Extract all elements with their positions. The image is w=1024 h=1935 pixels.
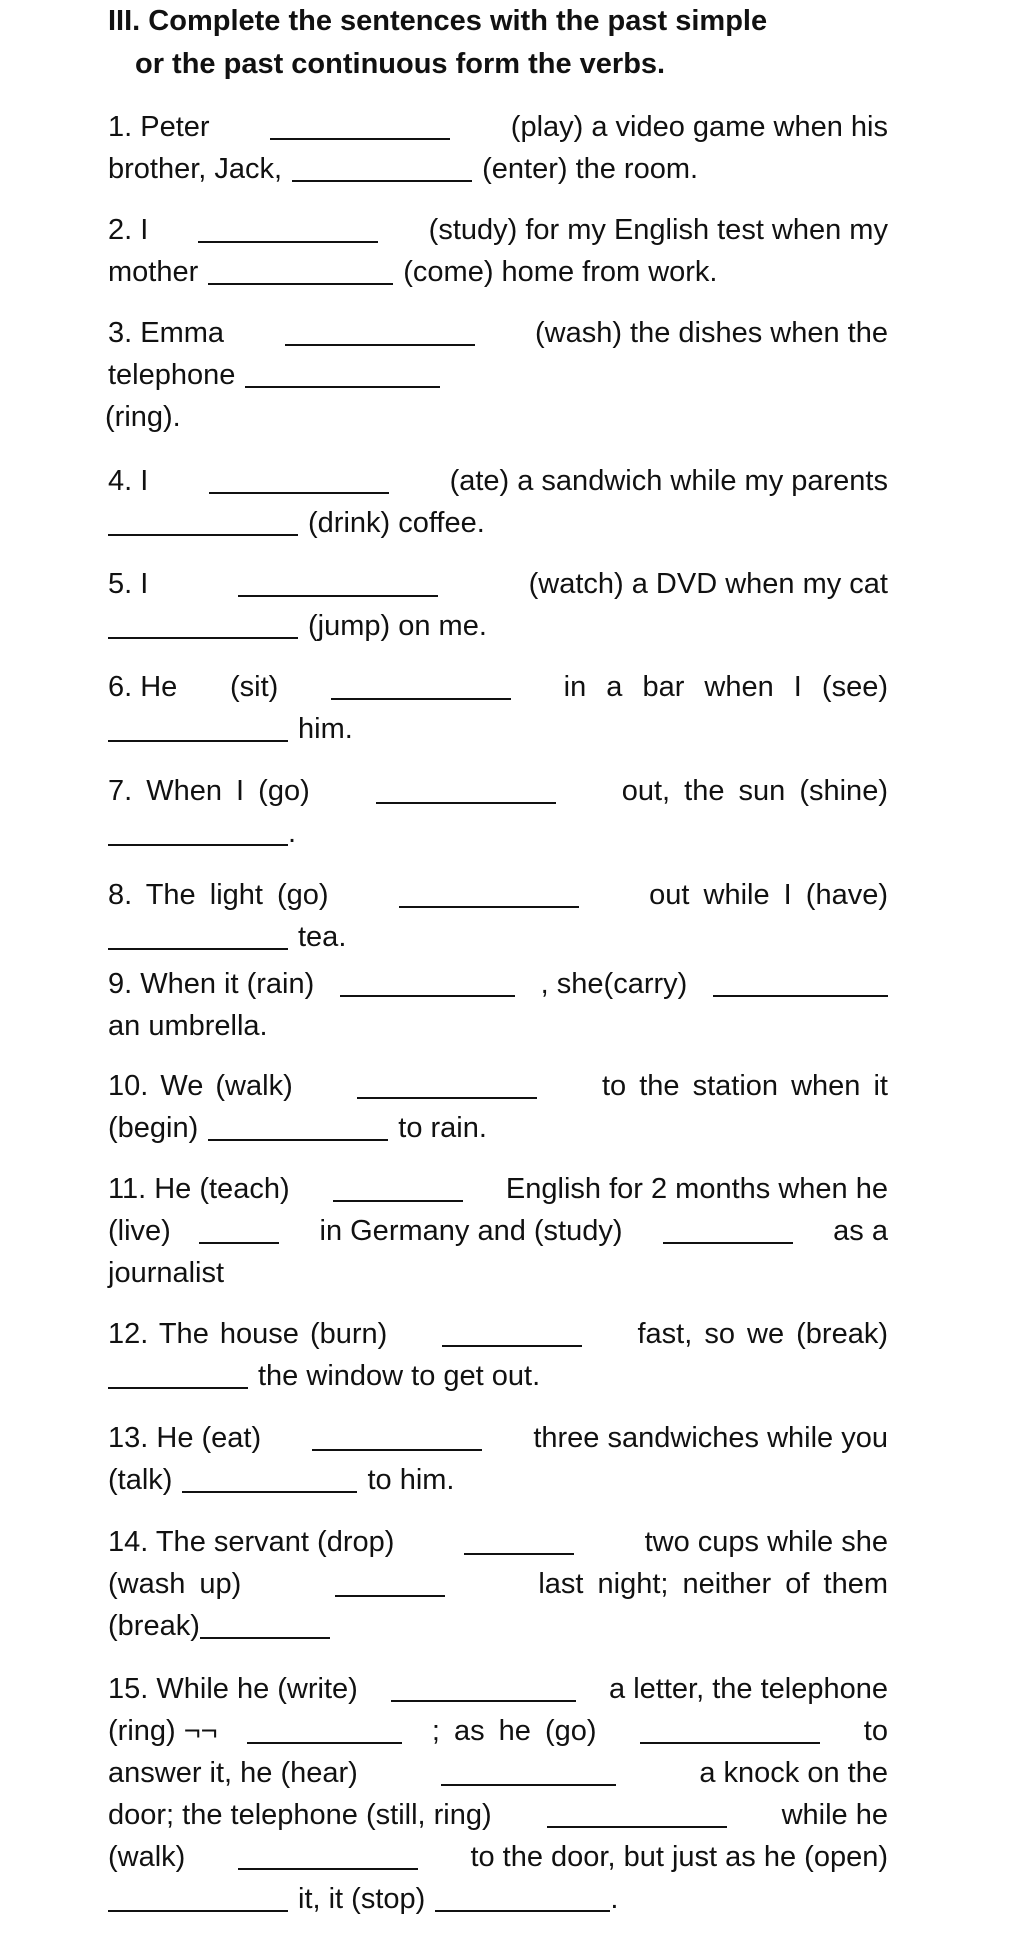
answer-blank[interactable] [199, 1216, 279, 1244]
exercise-15-text-i: while he [781, 1799, 888, 1831]
exercise-11 [108, 1168, 888, 1294]
exercise-3-text-a: 3. Emma [108, 317, 225, 349]
exercise-11-text-b: English for 2 months when he [505, 1173, 888, 1205]
answer-blank[interactable] [547, 1800, 727, 1828]
exercise-15-text-k: to the door, but just as he (open) [470, 1841, 888, 1873]
exercise-3-line-2 [108, 354, 888, 396]
exercise-8 [108, 874, 888, 958]
exercise-4-line-2 [108, 502, 888, 544]
answer-blank[interactable] [209, 466, 389, 494]
exercise-2 [108, 209, 888, 293]
exercise-15-text-d: ; as he (go) [431, 1715, 597, 1747]
answer-blank[interactable] [247, 1716, 402, 1744]
exercise-10-line-2 [108, 1107, 888, 1149]
exercise-4 [108, 460, 888, 544]
exercise-6-text-c: in a bar when I (see) [563, 671, 888, 703]
exercise-3-text-b: (wash) the dishes when the [534, 317, 888, 349]
answer-blank[interactable] [108, 1361, 248, 1389]
exercise-8-line-2 [108, 916, 888, 958]
exercise-13 [108, 1417, 888, 1501]
exercise-10-text-c: (begin) [108, 1112, 199, 1144]
exercise-11-text-a: 11. He (teach) [108, 1173, 290, 1205]
exercise-heading [108, 0, 928, 86]
exercise-13-text-a: 13. He (eat) [108, 1422, 262, 1454]
exercise-15-text-b: a letter, the telephone [609, 1673, 888, 1705]
answer-blank[interactable] [238, 1842, 418, 1870]
exercise-6-text-b: (sit) [229, 671, 279, 703]
answer-blank[interactable] [376, 776, 556, 804]
exercise-15-text-c: (ring) ¬¬ [108, 1715, 218, 1747]
exercise-3-line-1 [108, 312, 888, 354]
exercise-12-text-a: 12. The house (burn) [108, 1318, 388, 1350]
exercise-13-text-d: to him. [367, 1464, 455, 1496]
exercise-9-line-1 [108, 963, 888, 1005]
exercise-1 [108, 106, 888, 190]
answer-blank[interactable] [208, 1113, 388, 1141]
exercise-11-line-3 [108, 1252, 888, 1294]
answer-blank[interactable] [108, 1884, 288, 1912]
exercise-2-line-2 [108, 251, 888, 293]
exercise-14-line-3 [108, 1605, 888, 1647]
exercise-14-line-2 [108, 1563, 888, 1605]
exercise-11-text-f: journalist [108, 1257, 225, 1289]
exercise-7-line-1 [108, 770, 888, 812]
exercise-11-line-2 [108, 1210, 888, 1252]
exercise-14-text-c: (wash up) [108, 1568, 242, 1600]
exercise-10-text-d: to rain. [398, 1112, 487, 1144]
exercise-15-line-5 [108, 1836, 888, 1878]
exercise-15 [108, 1668, 888, 1920]
exercise-4-line-1 [108, 460, 888, 502]
exercise-5-text-c: (jump) on me. [308, 610, 487, 642]
exercise-6-text-a: 6. He [108, 671, 178, 703]
answer-blank[interactable] [333, 1174, 463, 1202]
exercise-6-line-2 [108, 708, 888, 750]
exercise-1-line-1 [108, 106, 888, 148]
answer-blank[interactable] [435, 1884, 610, 1912]
exercise-12-line-1 [108, 1313, 888, 1355]
answer-blank[interactable] [340, 969, 515, 997]
answer-blank[interactable] [108, 611, 298, 639]
exercise-15-line-1 [108, 1668, 888, 1710]
exercise-11-line-1 [108, 1168, 888, 1210]
answer-blank[interactable] [663, 1216, 793, 1244]
exercise-2-line-1 [108, 209, 888, 251]
exercise-15-text-h: door; the telephone (still, ring) [108, 1799, 492, 1831]
exercise-5 [108, 563, 888, 647]
answer-blank[interactable] [200, 1611, 330, 1639]
exercise-11-text-c: (live) [108, 1215, 171, 1247]
answer-blank[interactable] [399, 880, 579, 908]
exercise-9 [108, 963, 888, 1047]
answer-blank[interactable] [270, 112, 450, 140]
exercise-1-line-2 [108, 148, 888, 190]
exercise-4-text-a: 4. I [108, 465, 149, 497]
exercise-5-line-2 [108, 605, 888, 647]
exercise-12-line-2 [108, 1355, 888, 1397]
exercise-12 [108, 1313, 888, 1397]
answer-blank[interactable] [335, 1569, 445, 1597]
exercise-1-text-c: brother, Jack, [108, 153, 283, 185]
exercise-7 [108, 770, 888, 854]
exercise-13-line-1 [108, 1417, 888, 1459]
exercise-2-text-b: (study) for my English test when my [428, 214, 888, 246]
exercise-14-text-b: two cups while she [644, 1526, 888, 1558]
exercise-10-text-a: 10. We (walk) [108, 1070, 293, 1102]
exercise-10-line-1 [108, 1065, 888, 1107]
exercise-14-text-d: last night; neither of them [538, 1568, 888, 1600]
answer-blank[interactable] [713, 969, 888, 997]
exercise-9-line-2 [108, 1005, 888, 1047]
exercise-7-text-b: out, the sun (shine) [621, 775, 888, 807]
exercise-8-text-b: out while I (have) [649, 879, 888, 911]
exercise-10-text-b: to the station when it [601, 1070, 888, 1102]
exercise-4-text-c: (drink) coffee. [308, 507, 485, 539]
exercise-15-line-4 [108, 1794, 888, 1836]
exercise-11-text-e: as a [833, 1215, 888, 1247]
answer-blank[interactable] [357, 1071, 537, 1099]
exercise-15-line-3 [108, 1752, 888, 1794]
exercise-5-text-a: 5. I [108, 568, 149, 600]
exercise-3-line-3 [105, 396, 888, 438]
answer-blank[interactable] [312, 1423, 482, 1451]
exercise-9-text-c: an umbrella. [108, 1010, 268, 1042]
answer-blank[interactable] [108, 818, 288, 846]
exercise-15-text-l: it, it (stop) [298, 1883, 426, 1915]
answer-blank[interactable] [331, 672, 511, 700]
exercise-6-text-d: him. [298, 713, 353, 745]
exercise-3-text-c: telephone [108, 359, 236, 391]
exercise-13-text-c: (talk) [108, 1464, 173, 1496]
heading-line-1: III. Complete the sentences with the past simple [108, 5, 768, 37]
answer-blank[interactable] [245, 360, 440, 388]
exercise-13-line-2 [108, 1459, 888, 1501]
exercise-10 [108, 1065, 888, 1149]
exercise-15-line-2 [108, 1710, 888, 1752]
exercise-12-text-c: the window to get out. [258, 1360, 541, 1392]
answer-blank[interactable] [198, 215, 378, 243]
answer-blank[interactable] [391, 1674, 576, 1702]
answer-blank[interactable] [108, 714, 288, 742]
exercise-15-text-a: 15. While he (write) [108, 1673, 358, 1705]
exercise-15-line-6 [108, 1878, 888, 1920]
exercise-3 [105, 312, 888, 438]
answer-blank[interactable] [442, 1319, 582, 1347]
answer-blank[interactable] [285, 318, 475, 346]
exercise-14-text-a: 14. The servant (drop) [108, 1526, 395, 1558]
exercise-1-text-a: 1. Peter [108, 111, 210, 143]
exercise-15-text-m: . [610, 1883, 619, 1915]
answer-blank[interactable] [108, 922, 288, 950]
exercise-9-text-a: 9. When it (rain) [108, 968, 315, 1000]
exercise-15-text-e: to [863, 1715, 888, 1747]
exercise-8-line-1 [108, 874, 888, 916]
heading-line-2: or the past continuous form the verbs. [135, 48, 666, 80]
exercise-4-text-b: (ate) a sandwich while my parents [449, 465, 888, 497]
exercise-14-text-e: (break) [108, 1610, 200, 1642]
exercise-2-text-c: mother [108, 256, 199, 288]
answer-blank[interactable] [441, 1758, 616, 1786]
exercise-11-text-d: in Germany and (study) [319, 1215, 623, 1247]
answer-blank[interactable] [238, 569, 438, 597]
exercise-1-text-d: (enter) the room. [482, 153, 699, 185]
exercise-9-text-b: , she(carry) [540, 968, 688, 1000]
answer-blank[interactable] [464, 1527, 574, 1555]
exercise-5-text-b: (watch) a DVD when my cat [528, 568, 888, 600]
answer-blank[interactable] [208, 257, 393, 285]
exercise-1-text-b: (play) a video game when his [510, 111, 888, 143]
exercise-14-line-1 [108, 1521, 888, 1563]
exercise-7-text-a: 7. When I (go) [108, 775, 310, 807]
exercise-8-text-a: 8. The light (go) [108, 879, 329, 911]
exercise-13-text-b: three sandwiches while you [533, 1422, 888, 1454]
exercise-2-text-d: (come) home from work. [403, 256, 718, 288]
exercise-12-text-b: fast, so we (break) [637, 1318, 888, 1350]
exercise-5-line-1 [108, 563, 888, 605]
answer-blank[interactable] [182, 1465, 357, 1493]
exercise-3-text-d: (ring). [105, 401, 181, 433]
exercise-15-text-j: (walk) [108, 1841, 186, 1873]
exercise-8-text-c: tea. [298, 921, 347, 953]
exercise-7-line-2 [108, 812, 888, 854]
answer-blank[interactable] [108, 508, 298, 536]
exercise-6-line-1 [108, 666, 888, 708]
exercise-7-text-c: . [288, 817, 297, 849]
exercise-14 [108, 1521, 888, 1647]
exercise-15-text-g: a knock on the [699, 1757, 888, 1789]
answer-blank[interactable] [292, 154, 472, 182]
exercise-2-text-a: 2. I [108, 214, 149, 246]
answer-blank[interactable] [640, 1716, 820, 1744]
exercise-15-text-f: answer it, he (hear) [108, 1757, 358, 1789]
exercise-6 [108, 666, 888, 750]
